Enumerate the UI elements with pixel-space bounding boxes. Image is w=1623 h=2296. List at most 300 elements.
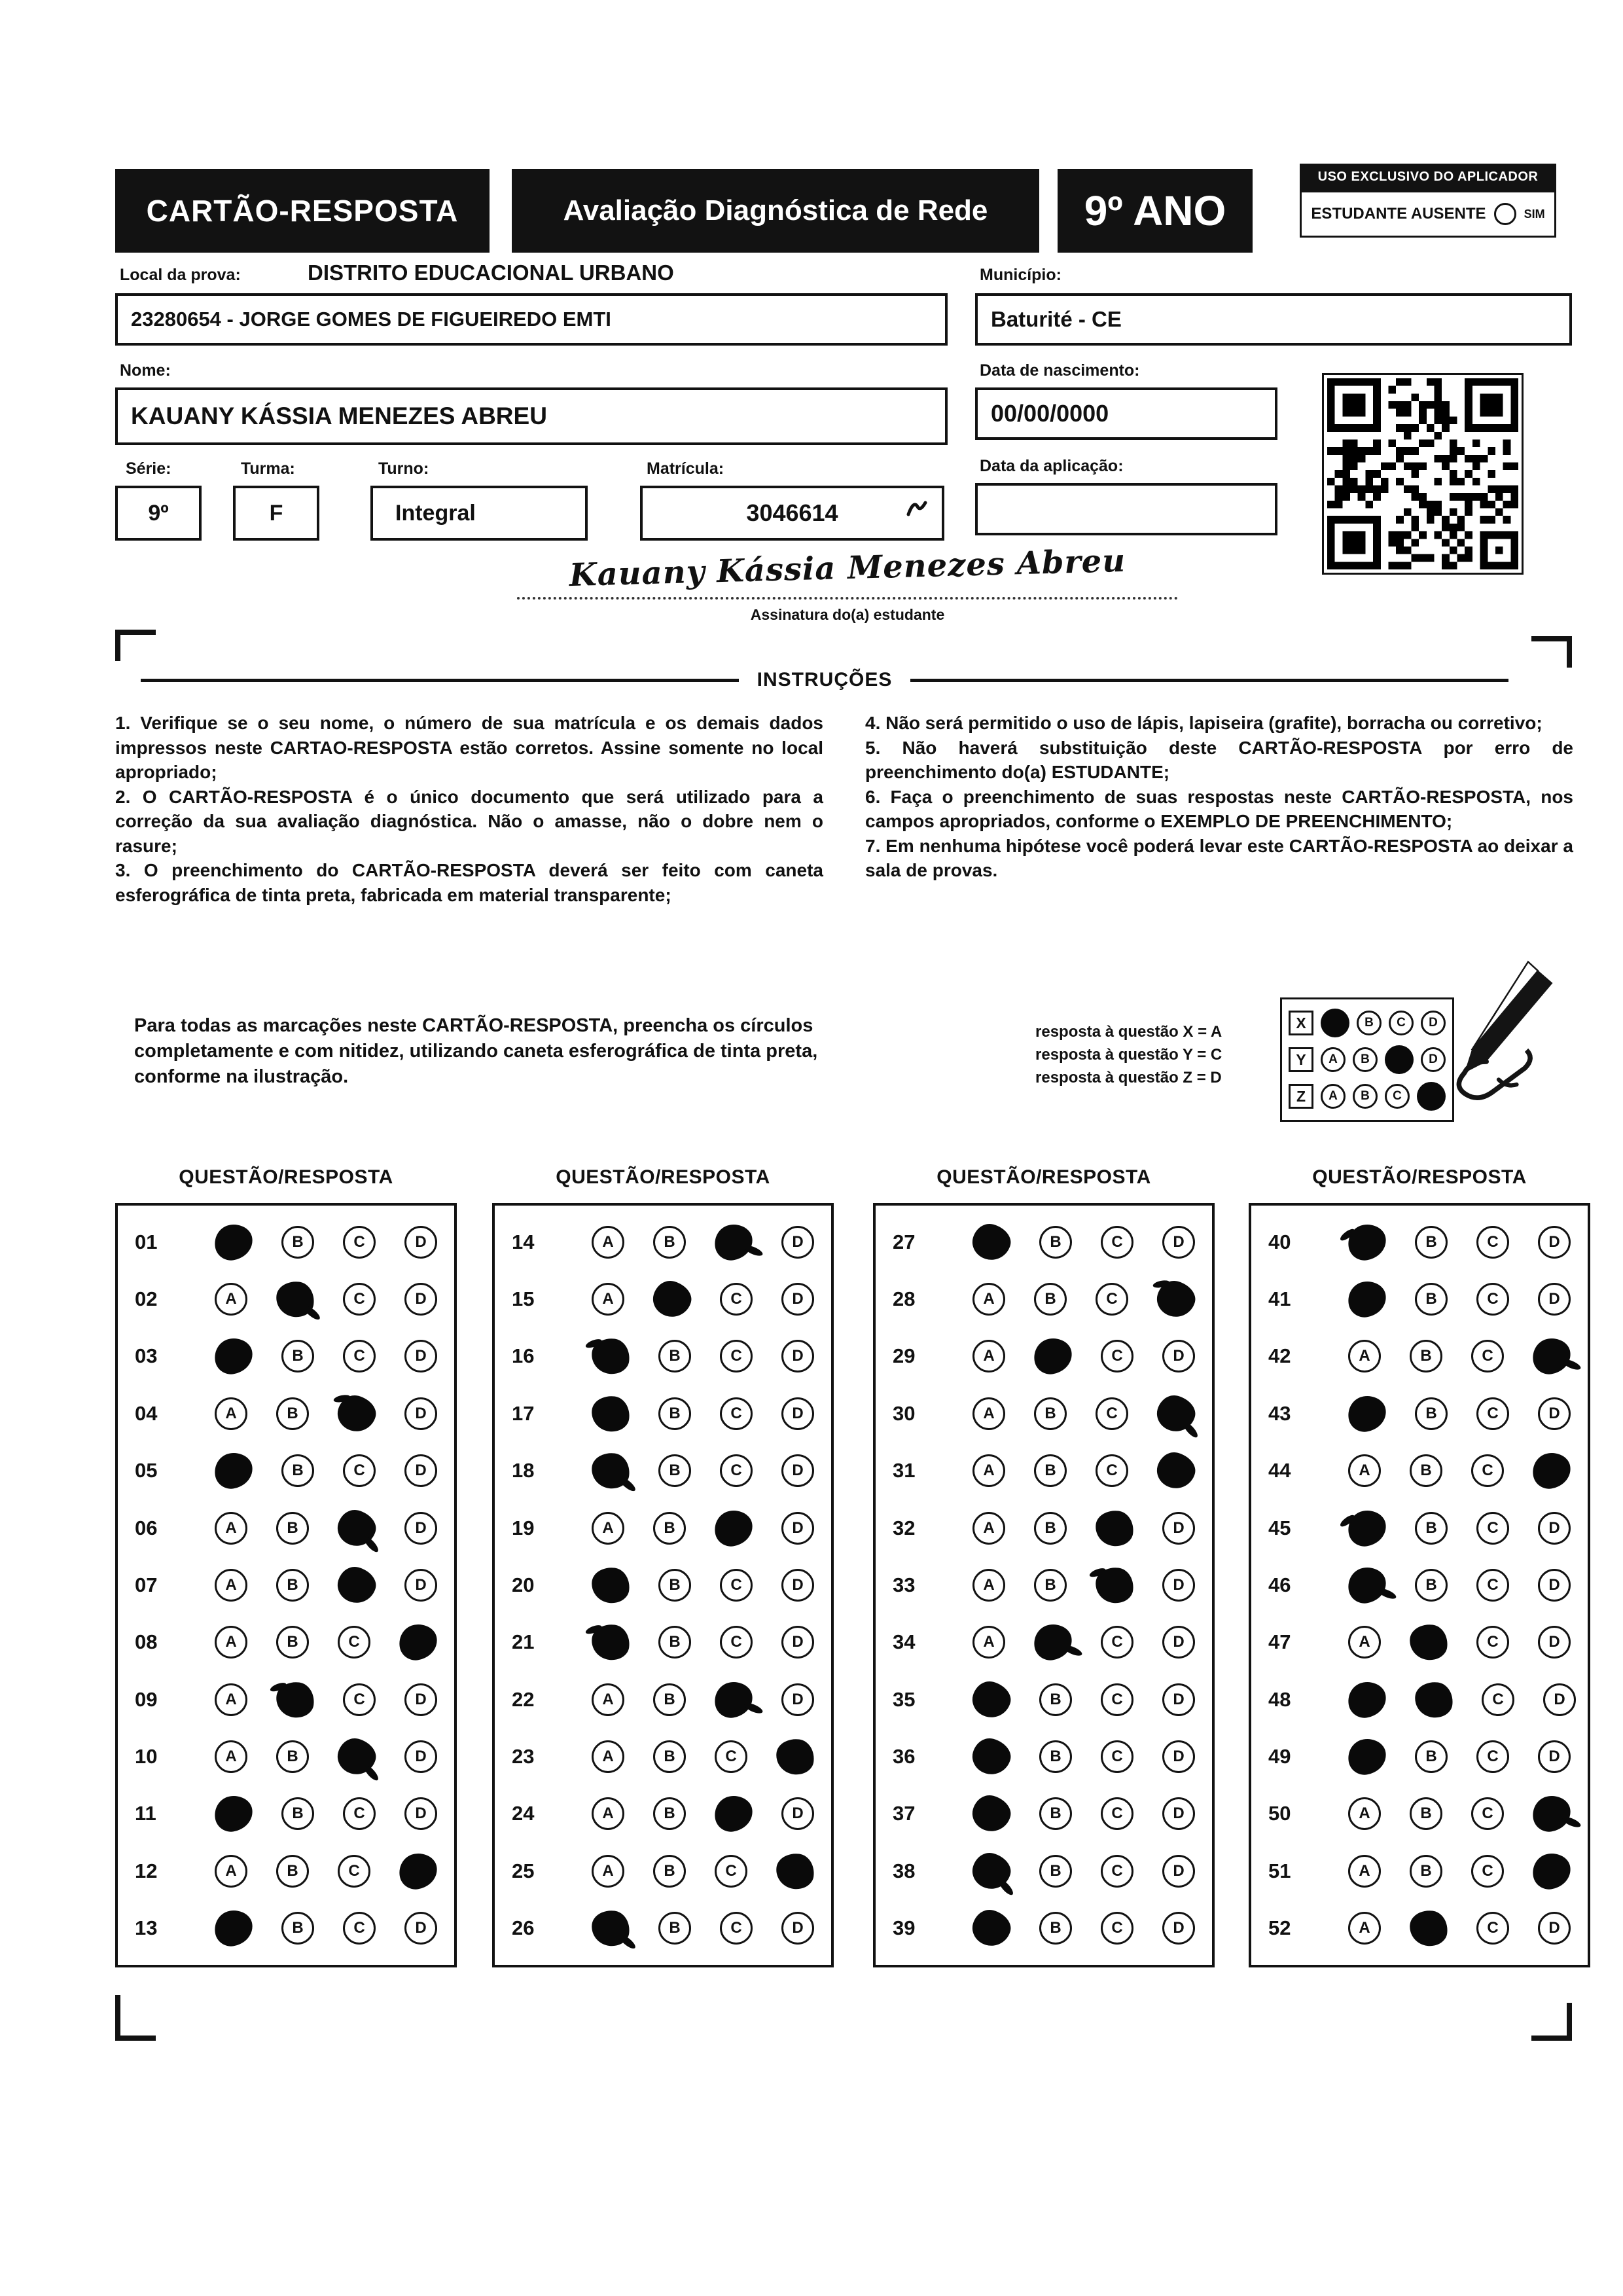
answer-bubble-D[interactable]: D [1538,1397,1571,1430]
answer-bubble-D[interactable]: D [1538,1626,1571,1659]
marked-answer-bubble-A[interactable] [212,1793,255,1834]
answer-bubble-B[interactable]: B [281,1912,314,1945]
answer-bubble-B[interactable]: B [653,1226,686,1259]
answer-bubble-C[interactable]: C [1101,1912,1133,1945]
marked-answer-bubble-A[interactable] [1346,1279,1389,1319]
answer-bubble-C[interactable]: C [720,1397,753,1430]
question-number: 16 [512,1344,535,1368]
marked-answer-bubble-A[interactable] [212,1908,255,1948]
answer-bubble-B[interactable]: B [1415,1226,1448,1259]
answer-bubble-D[interactable]: D [1162,1912,1195,1945]
answer-bubble-B[interactable]: B [1039,1912,1072,1945]
question-number: 23 [512,1745,535,1768]
answer-bubble-A[interactable]: A [592,1797,624,1830]
answer-bubble-B[interactable]: B [658,1569,691,1602]
answer-row [512,1568,831,1603]
applicator-strip-title: USO EXCLUSIVO DO APLICADOR [1300,164,1556,190]
answer-bubble-C[interactable]: C [1476,1569,1509,1602]
answer-row [512,1624,831,1660]
marked-answer-bubble-D[interactable] [1153,1391,1200,1436]
answer-bubble-C[interactable]: C [715,1740,747,1773]
marked-answer-bubble-A[interactable] [590,1393,632,1433]
answer-bubble-D[interactable]: D [781,1283,814,1316]
list-item: resposta à questão Z = D [1035,1068,1222,1086]
absent-bubble[interactable] [1494,203,1516,225]
question-number: 27 [893,1230,916,1253]
answer-bubble-C[interactable]: C [1476,1226,1509,1259]
marked-answer-bubble-A[interactable] [590,1909,632,1948]
answer-bubble-C[interactable]: C [720,1912,753,1945]
marked-answer-bubble-C[interactable] [1094,1566,1135,1605]
answer-bubble-A[interactable]: A [215,1683,247,1716]
answer-bubble-B[interactable]: B [1034,1569,1067,1602]
answer-bubble-C[interactable]: C [1101,1340,1133,1372]
marked-answer-bubble-B[interactable] [274,1679,316,1719]
answer-bubble-B[interactable]: B [281,1226,314,1259]
list-item: 7. Em nenhuma hipótese você poderá levar este CARTÃO-RESPOSTA ao deixar a sala de provas. [865,835,1573,881]
answer-bubble-A[interactable]: A [592,1226,624,1259]
marked-answer-bubble-A[interactable] [969,1734,1015,1779]
marked-answer-bubble-D[interactable] [1530,1793,1573,1834]
answer-bubble-B[interactable]: B [1034,1283,1067,1316]
answer-bubble-A[interactable]: A [1348,1626,1381,1659]
answer-bubble-B[interactable]: B [1039,1797,1072,1830]
answer-row [1268,1739,1588,1774]
marked-answer-bubble-A[interactable] [1346,1736,1389,1777]
answer-bubble-D[interactable]: D [1538,1226,1571,1259]
turma-value: F [269,500,283,526]
answer-bubble-D[interactable]: D [1162,1569,1195,1602]
answer-bubble-A[interactable]: A [592,1512,624,1545]
answer-bubble-C[interactable]: C [343,1454,376,1487]
marked-answer-bubble-D[interactable] [397,1622,440,1662]
answer-bubble-A[interactable]: A [215,1512,247,1545]
answer-bubble-B[interactable]: B [1415,1512,1448,1545]
question-number: 36 [893,1745,916,1768]
corner-mark-top-right [1531,636,1572,668]
answer-bubble-D[interactable]: D [781,1397,814,1430]
marked-answer-bubble-A[interactable] [590,1623,632,1662]
answer-bubble-D[interactable]: D [1538,1283,1571,1316]
instructions-columns [115,711,1573,907]
answer-bubble-A[interactable]: A [215,1397,247,1430]
answer-bubble-B[interactable]: B [1415,1283,1448,1316]
marked-answer-bubble-A[interactable] [212,1336,255,1376]
answer-bubble-D[interactable]: D [404,1283,437,1316]
answer-row [893,1796,1212,1831]
answer-bubble-B[interactable]: B [1034,1454,1067,1487]
answer-bubble-D[interactable]: D [1538,1912,1571,1945]
list-item: 6. Faça o preenchimento de suas respostas neste CARTÃO-RESPOSTA, nos campos apropriados, conforme o EXEMPLO DE PREENCHIMENTO; [865,786,1573,832]
marked-answer-bubble-C[interactable] [712,1679,755,1719]
answer-bubble-A[interactable]: A [215,1855,247,1888]
answer-bubble-C[interactable]: C [1471,1454,1504,1487]
marked-answer-bubble-A[interactable] [969,1220,1015,1265]
marked-answer-bubble-A[interactable] [1346,1565,1389,1605]
answer-bubble-B[interactable]: B [653,1797,686,1830]
answer-bubble-C[interactable]: C [343,1683,376,1716]
question-number: 15 [512,1287,535,1311]
answer-bubble-C[interactable]: C [720,1283,753,1316]
question-number: 02 [135,1287,158,1311]
answer-row [512,1338,831,1374]
answer-bubble-B[interactable]: B [281,1797,314,1830]
answer-bubble-B[interactable]: B [658,1626,691,1659]
question-number: 45 [1268,1516,1291,1539]
answer-bubble-B[interactable]: B [281,1340,314,1372]
marked-answer-bubble-B[interactable] [1413,1679,1455,1719]
answer-bubble-A[interactable]: A [592,1283,624,1316]
answer-bubble-C[interactable]: C [720,1340,753,1372]
answer-bubble-D[interactable]: D [1162,1512,1195,1545]
example-bubble-B: B [1353,1084,1378,1109]
question-number: 14 [512,1230,535,1253]
answer-bubble-C[interactable]: C [338,1626,370,1659]
answer-bubble-D[interactable]: D [1162,1340,1195,1372]
answer-bubble-D[interactable]: D [404,1512,437,1545]
student-signature-handwriting: Kauany Kássia Menezes Abreu [569,542,1126,594]
answer-bubble-A[interactable]: A [592,1855,624,1888]
question-number: 42 [1268,1344,1291,1368]
answer-bubble-A[interactable]: A [592,1740,624,1773]
marked-answer-bubble-A[interactable] [1346,1393,1389,1434]
marked-answer-bubble-D[interactable] [397,1851,440,1892]
marked-answer-bubble-A[interactable] [969,1677,1015,1722]
answer-bubble-C[interactable]: C [720,1454,753,1487]
marked-answer-bubble-C[interactable] [334,1734,380,1779]
marked-answer-bubble-A[interactable] [969,1906,1015,1950]
example-filled-bubble-A [1321,1009,1349,1037]
answer-bubble-A[interactable]: A [215,1740,247,1773]
answer-row [512,1225,831,1260]
list-item: 5. Não haverá substituição deste CARTÃO-RESPOSTA por erro de preenchimento do(a) ESTUDANTE; [865,737,1573,783]
answer-row [1268,1396,1588,1431]
answer-bubble-D[interactable]: D [781,1226,814,1259]
answer-row [893,1854,1212,1889]
answer-bubble-C[interactable]: C [1096,1454,1128,1487]
answer-bubble-A[interactable]: A [1348,1797,1381,1830]
question-number: 12 [135,1859,158,1882]
question-number: 24 [512,1802,535,1825]
marked-answer-bubble-A[interactable] [969,1849,1015,1893]
answer-bubble-B[interactable]: B [276,1397,309,1430]
answer-bubble-A[interactable]: A [972,1340,1005,1372]
nascimento-field [975,387,1277,440]
answer-bubble-B[interactable]: B [276,1626,309,1659]
answer-bubble-D[interactable]: D [781,1512,814,1545]
answer-bubble-C[interactable]: C [338,1855,370,1888]
answer-row [135,1854,454,1889]
answer-bubble-C[interactable]: C [343,1283,376,1316]
answer-bubble-C[interactable]: C [1101,1626,1133,1659]
aplicacao-label: Data da aplicação: [980,457,1124,475]
answer-bubble-D[interactable]: D [781,1569,814,1602]
answer-bubble-C[interactable]: C [343,1797,376,1830]
marked-answer-bubble-C[interactable] [712,1221,755,1262]
answer-bubble-B[interactable]: B [1039,1683,1072,1716]
answer-bubble-C[interactable]: C [715,1855,747,1888]
answer-bubble-B[interactable]: B [1034,1512,1067,1545]
answer-bubble-A[interactable]: A [215,1569,247,1602]
answer-bubble-B[interactable]: B [653,1855,686,1888]
answer-bubble-D[interactable]: D [781,1797,814,1830]
answer-bubble-A[interactable]: A [1348,1855,1381,1888]
answer-bubble-C[interactable]: C [343,1226,376,1259]
question-number: 33 [893,1573,916,1596]
answer-row [893,1682,1212,1717]
answer-row [512,1511,831,1546]
answer-bubble-D[interactable]: D [781,1683,814,1716]
aplicacao-field [975,483,1277,535]
answer-bubble-D[interactable]: D [1162,1626,1195,1659]
question-number: 19 [512,1516,535,1539]
answer-bubble-D[interactable]: D [404,1397,437,1430]
answer-bubble-D[interactable]: D [1162,1740,1195,1773]
answer-bubble-A[interactable]: A [1348,1454,1381,1487]
question-number: 41 [1268,1287,1291,1311]
answer-bubble-A[interactable]: A [972,1454,1005,1487]
marked-answer-bubble-D[interactable] [1153,1277,1200,1321]
question-number: 30 [893,1401,916,1425]
question-number: 06 [135,1516,158,1539]
answer-bubble-D[interactable]: D [404,1797,437,1830]
list-item: 2. O CARTÃO-RESPOSTA é o único documento que será utilizado para a correção da sua avaliação diagnóstica. Não o amasse, não o dobre nem o rasure; [115,786,823,856]
marked-answer-bubble-A[interactable] [212,1450,255,1491]
answer-bubble-D[interactable]: D [1162,1683,1195,1716]
question-number: 37 [893,1802,916,1825]
marked-answer-bubble-A[interactable] [1346,1679,1389,1719]
marked-answer-bubble-C[interactable] [334,1506,380,1551]
answer-bubble-D[interactable]: D [1538,1569,1571,1602]
answer-bubble-A[interactable]: A [215,1626,247,1659]
answer-bubble-A[interactable]: A [972,1569,1005,1602]
signature-label: Assinatura do(a) estudante [750,606,945,623]
answer-row [893,1739,1212,1774]
marked-answer-bubble-A[interactable] [590,1336,632,1376]
marked-answer-bubble-A[interactable] [1346,1221,1389,1262]
marked-answer-bubble-D[interactable] [1153,1448,1200,1493]
example-bubble-A: A [1321,1047,1346,1072]
question-number: 09 [135,1687,158,1711]
answer-bubble-D[interactable]: D [404,1683,437,1716]
marked-answer-bubble-D[interactable] [774,1851,816,1891]
answer-bubble-C[interactable]: C [1101,1855,1133,1888]
answer-bubble-B[interactable]: B [281,1454,314,1487]
instructions-right-column [865,711,1573,907]
answer-bubble-D[interactable]: D [1543,1683,1576,1716]
list-item: resposta à questão X = A [1035,1023,1222,1041]
answers-header-3: QUESTÃO/RESPOSTA [936,1166,1151,1188]
answer-row [135,1739,454,1774]
turno-label: Turno: [378,459,429,478]
answer-bubble-D[interactable]: D [1538,1512,1571,1545]
answer-bubble-D[interactable]: D [781,1626,814,1659]
answer-bubble-C[interactable]: C [1096,1283,1128,1316]
answer-grid-1 [115,1203,457,1967]
answer-row [893,1282,1212,1317]
answer-bubble-D[interactable]: D [404,1912,437,1945]
question-number: 08 [135,1630,158,1654]
answer-bubble-B[interactable]: B [653,1512,686,1545]
answer-bubble-B[interactable]: B [653,1683,686,1716]
answer-bubble-C[interactable]: C [1476,1740,1509,1773]
answer-row [893,1511,1212,1546]
marked-answer-bubble-B[interactable] [1408,1909,1450,1948]
answer-bubble-D[interactable]: D [781,1454,814,1487]
answer-bubble-B[interactable]: B [1034,1397,1067,1430]
answer-bubble-D[interactable]: D [781,1340,814,1372]
answer-bubble-C[interactable]: C [1476,1912,1509,1945]
example-question-label: Y [1289,1047,1313,1072]
question-number: 35 [893,1687,916,1711]
hand-pen-illustration [1407,957,1571,1121]
question-number: 48 [1268,1687,1291,1711]
answer-bubble-A[interactable]: A [1348,1912,1381,1945]
answer-row [1268,1854,1588,1889]
question-number: 28 [893,1287,916,1311]
answer-bubble-B[interactable]: B [1415,1740,1448,1773]
answer-row [893,1453,1212,1488]
marked-answer-bubble-D[interactable] [1530,1336,1573,1376]
answer-bubble-C[interactable]: C [1471,1855,1504,1888]
answer-grid-2 [492,1203,834,1967]
exam-title: Avaliação Diagnóstica de Rede [512,169,1039,253]
marked-answer-bubble-D[interactable] [774,1737,816,1777]
answer-bubble-B[interactable]: B [1415,1397,1448,1430]
corner-mark-bottom-right [1531,2003,1572,2041]
answer-bubble-B[interactable]: B [276,1855,309,1888]
marked-answer-bubble-B[interactable] [649,1277,696,1321]
marked-answer-bubble-A[interactable] [1346,1507,1389,1548]
example-bubble-C: C [1385,1084,1410,1109]
answer-bubble-C[interactable]: C [1476,1626,1509,1659]
marked-answer-bubble-D[interactable] [1530,1450,1573,1491]
answer-bubble-C[interactable]: C [343,1340,376,1372]
answer-bubble-A[interactable]: A [972,1283,1005,1316]
question-number: 29 [893,1344,916,1368]
corner-mark-top-left [115,630,156,661]
answer-bubble-C[interactable]: C [1471,1340,1504,1372]
example-bubble-B: B [1357,1011,1382,1035]
question-number: 11 [135,1802,156,1825]
question-number: 20 [512,1573,535,1596]
answer-bubble-C[interactable]: C [1482,1683,1514,1716]
answer-bubble-C[interactable]: C [1101,1740,1133,1773]
answer-bubble-D[interactable]: D [404,1740,437,1773]
answer-bubble-B[interactable]: B [658,1912,691,1945]
answer-bubble-A[interactable]: A [215,1283,247,1316]
marked-answer-bubble-A[interactable] [969,1791,1015,1836]
marked-answer-bubble-B[interactable] [1031,1622,1075,1662]
answer-bubble-D[interactable]: D [404,1454,437,1487]
answer-row [135,1910,454,1946]
question-number: 04 [135,1401,158,1425]
answer-bubble-C[interactable]: C [1101,1797,1133,1830]
answer-bubble-A[interactable]: A [1348,1340,1381,1372]
answer-bubble-B[interactable]: B [1410,1797,1442,1830]
marked-answer-bubble-A[interactable] [590,1451,632,1491]
answer-bubble-D[interactable]: D [404,1340,437,1372]
question-number: 17 [512,1401,535,1425]
answer-bubble-B[interactable]: B [658,1454,691,1487]
answer-bubble-D[interactable]: D [781,1912,814,1945]
answer-bubble-C[interactable]: C [343,1912,376,1945]
answer-bubble-A[interactable]: A [972,1626,1005,1659]
absent-sim-label: SIM [1524,207,1545,221]
answer-bubble-B[interactable]: B [1039,1740,1072,1773]
instructions-title: INSTRUÇÕES [757,669,893,691]
example-paragraph: Para todas as marcações neste CARTÃO-RESPOSTA, preencha os círculos completamente e com nitidez, utilizando caneta esferográfica de tinta preta, conforme na ilustração. [134,1015,818,1088]
marked-answer-bubble-B[interactable] [1408,1623,1450,1662]
answer-bubble-A[interactable]: A [972,1397,1005,1430]
answer-row [1268,1624,1588,1660]
answer-bubble-B[interactable]: B [1039,1855,1072,1888]
answer-bubble-C[interactable]: C [1476,1512,1509,1545]
local-label: Local da prova: [120,266,241,284]
answer-bubble-B[interactable]: B [276,1512,309,1545]
list-item: resposta à questão Y = C [1035,1045,1222,1064]
answer-bubble-D[interactable]: D [404,1226,437,1259]
answer-bubble-B[interactable]: B [1410,1340,1442,1372]
question-number: 13 [135,1916,158,1940]
answer-row [135,1453,454,1488]
answer-bubble-B[interactable]: B [1415,1569,1448,1602]
answer-bubble-A[interactable]: A [972,1512,1005,1545]
answer-bubble-C[interactable]: C [720,1626,753,1659]
answer-bubble-A[interactable]: A [592,1683,624,1716]
marked-answer-bubble-C[interactable] [712,1793,755,1834]
answer-bubble-C[interactable]: C [1476,1283,1509,1316]
example-bubble-D: D [1421,1011,1446,1035]
answer-bubble-D[interactable]: D [404,1569,437,1602]
example-bubble-D: D [1421,1047,1446,1072]
marked-answer-bubble-B[interactable] [274,1280,316,1319]
answer-bubble-D[interactable]: D [1162,1855,1195,1888]
answer-bubble-B[interactable]: B [658,1340,691,1372]
marked-answer-bubble-C[interactable] [334,1563,380,1607]
answer-bubble-B[interactable]: B [1410,1454,1442,1487]
answer-bubble-D[interactable]: D [1162,1797,1195,1830]
marked-answer-bubble-A[interactable] [590,1566,632,1605]
marked-answer-bubble-A[interactable] [212,1221,255,1262]
answer-bubble-C[interactable]: C [1471,1797,1504,1830]
question-number: 01 [135,1230,158,1253]
marked-answer-bubble-B[interactable] [1031,1336,1075,1376]
answer-bubble-B[interactable]: B [276,1740,309,1773]
marked-answer-bubble-C[interactable] [334,1391,380,1436]
answer-bubble-C[interactable]: C [1476,1397,1509,1430]
answer-bubble-C[interactable]: C [1101,1683,1133,1716]
answer-bubble-D[interactable]: D [1538,1740,1571,1773]
answer-bubble-B[interactable]: B [658,1397,691,1430]
answer-bubble-B[interactable]: B [653,1740,686,1773]
marked-answer-bubble-C[interactable] [712,1507,755,1548]
answer-row [135,1338,454,1374]
answer-bubble-C[interactable]: C [1096,1397,1128,1430]
answer-bubble-B[interactable]: B [1410,1855,1442,1888]
marked-answer-bubble-D[interactable] [1530,1851,1573,1892]
marked-answer-bubble-C[interactable] [1094,1508,1135,1548]
municipio-field [975,293,1572,346]
question-number: 25 [512,1859,535,1882]
answer-bubble-D[interactable]: D [1162,1226,1195,1259]
answer-bubble-C[interactable]: C [720,1569,753,1602]
answer-bubble-B[interactable]: B [1039,1226,1072,1259]
student-absent-label: ESTUDANTE AUSENTE [1311,205,1486,223]
answer-bubble-B[interactable]: B [276,1569,309,1602]
answer-bubble-C[interactable]: C [1101,1226,1133,1259]
answer-row [135,1624,454,1660]
